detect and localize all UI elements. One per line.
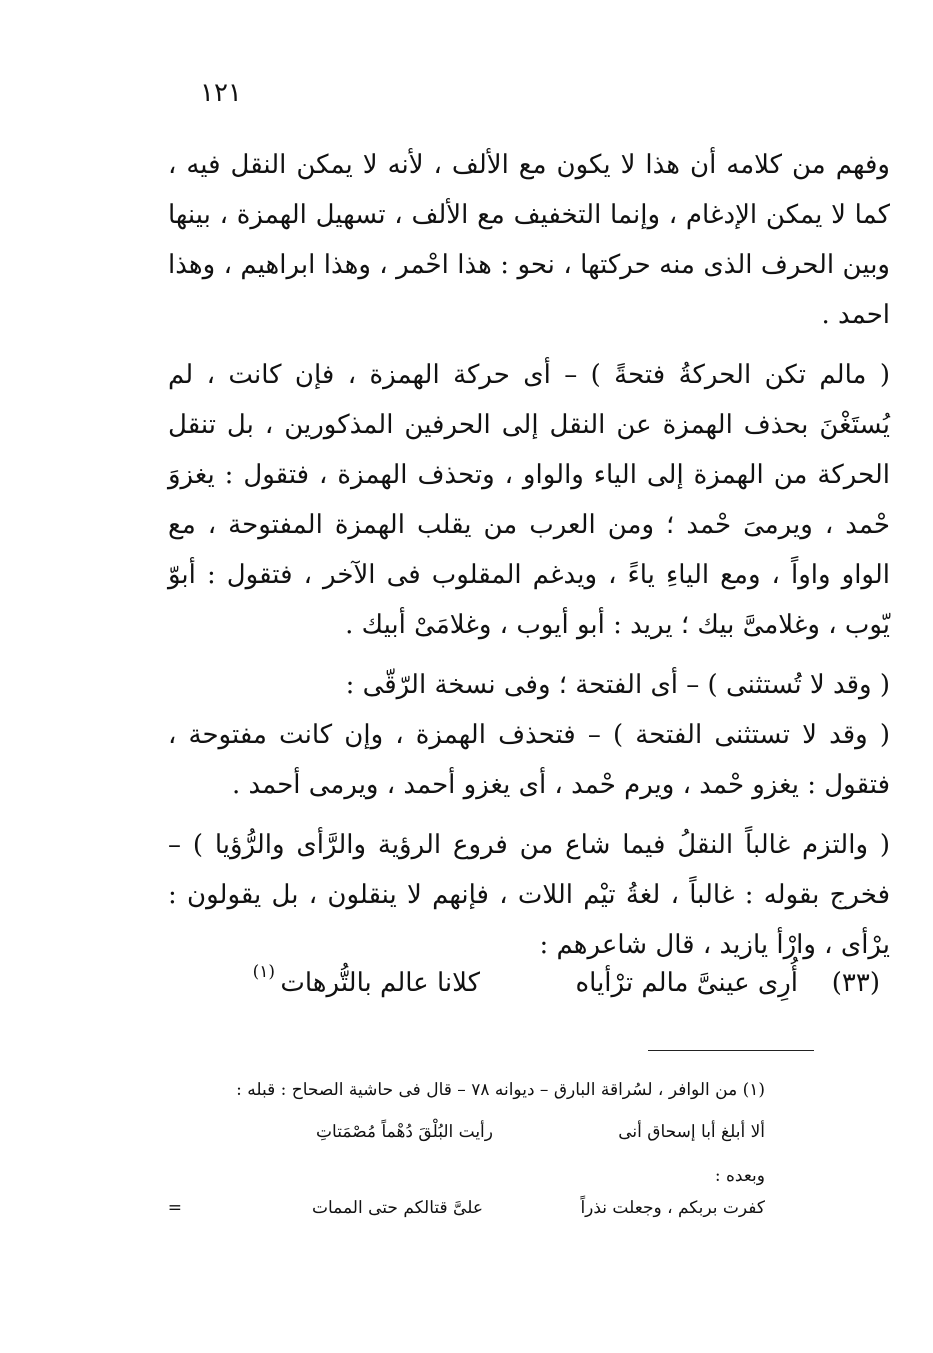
paragraph-2: ( مالم تكن الحركةُ فتحةً ) – أى حركة الهمزة ، فإن كانت ، لم يُستَغْنَ بحذف الهمزة عن النقل إلى الحرفين المذكورين ، بل تنقل الحركة من الهمزة إلى الياء والواو ، وتحذف الهمزة ، فتقول : يغزوَ حْمد ، ويرمىَ حْمد ؛ ومن العرب من يقلب الهمزة المفتوحة ، مع الواو واواً ، ومع الياءِ ياءً ، ويدغم المقلوب فى الآخر ، فتقول : أبوّ يّوب ، وغلامىَّ بيك ؛ يريد : أبو أيوب ، وغلامَىْ أبيك . xyxy=(168,360,890,640)
footnotes xyxy=(165,1080,765,1280)
footnote-verse-1-hemistich-2: رأيت البُلْقَ دُهْماً مُصْمَتاتِ xyxy=(316,1122,493,1142)
footnote-divider xyxy=(648,1050,814,1051)
footnote-after-label: وبعده : xyxy=(714,1166,765,1186)
paragraph-5: ( والتزم غالباً النقلُ فيما شاع من فروع الرؤية والرَّأى والرُّؤيا ) – فخرج بقوله : غالباً ، لغةُ تيْم اللات ، فإنهم لا ينقلون ، بل يقولون : يرْأى ، وارْأ يازيد ، قال شاعرهم : xyxy=(168,830,890,960)
paragraph-3: ( وقد لا تُستثنى ) – أى الفتحة ؛ وفى نسخة الرّقّى : xyxy=(345,670,890,700)
footnote-intro: (١) من الوافر ، لسُراقة البارق – ديوانه ٧٨ – قال فى حاشية الصحاح : قبله : xyxy=(236,1080,765,1100)
poetry-verse xyxy=(170,962,880,1008)
footnote-verse-2-hemistich-1: كفرت بربكم ، وجعلت نذراً xyxy=(580,1198,765,1218)
paragraph-1: وفهم من كلامه أن هذا لا يكون مع الألف ، لأنه لا يمكن النقل فيه ، كما لا يمكن الإدغام ، وإنما التخفيف مع الألف ، تسهيل الهمزة ، بينها وبين الحرف الذى منه حركتها ، نحو : هذا احْمر ، وهذا ابراهيم ، وهذا احمد . xyxy=(168,150,890,330)
paragraph-4: ( وقد لا تستثنى الفتحة ) – فتحذف الهمزة ، وإن كانت مفتوحة ، فتقول : يغزو حْمد ، ويرم حْمد ، أى يغزو أحمد ، ويرمى أحمد . xyxy=(168,720,890,800)
continuation-mark: = xyxy=(167,1198,182,1218)
verse-hemistich-2: كلانا عالم بالتُّرهات xyxy=(280,968,480,998)
verse-hemistich-1: أُرِى عينىَّ مالم ترْأياه xyxy=(575,968,798,998)
footnote-verse-1-hemistich-1: ألا أبلغ أبا إسحاق أنى xyxy=(618,1122,765,1142)
footnote-marker: (١) xyxy=(252,962,275,982)
main-text xyxy=(168,140,890,970)
page-number: ١٢١ xyxy=(200,78,242,108)
footnote-verse-2-hemistich-2: علىَّ قتالكم حتى الممات xyxy=(311,1198,483,1218)
verse-number: (٣٣) xyxy=(831,968,880,998)
